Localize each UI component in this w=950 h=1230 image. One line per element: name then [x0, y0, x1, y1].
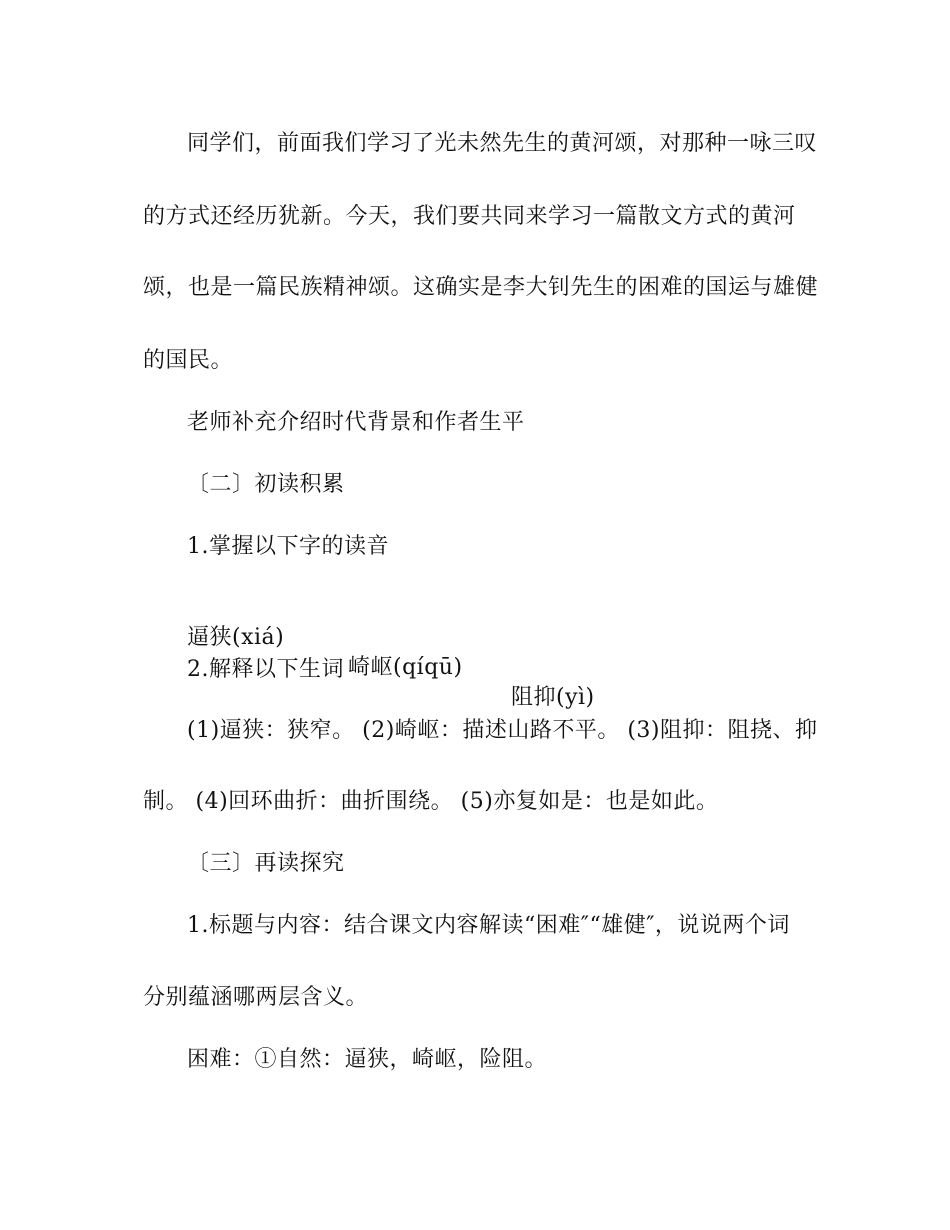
paragraph-line: 1.标题与内容：结合课文内容解读“困难″“雄健″，说说两个词	[187, 913, 790, 938]
list-heading: 2.解释以下生词	[187, 657, 344, 682]
paragraph-line: 分别蕴涵哪两层含义。	[143, 985, 369, 1010]
section-heading: 〔二〕初读积累	[187, 472, 345, 497]
pronunciation-item: 逼狭(xiá)	[187, 625, 285, 650]
paragraph-line: 困难：①自然：逼狭，崎岖，险阻。	[187, 1047, 548, 1072]
pronunciation-item: 崎岖(qíqū)	[348, 655, 463, 680]
paragraph-line: (1)逼狭：狭窄。 (2)崎岖：描述山路不平。 (3)阻抑：阻挠、抑	[187, 718, 818, 743]
pronunciation-item: 阻抑(yì)	[511, 685, 595, 710]
paragraph-line: 颂，也是一篇民族精神颂。这确实是李大钊先生的困难的国运与雄健	[143, 275, 819, 300]
paragraph-line: 老师补充介绍时代背景和作者生平	[187, 410, 525, 435]
section-heading: 〔三〕再读探究	[187, 851, 345, 876]
list-heading: 1.掌握以下字的读音	[187, 534, 389, 559]
paragraph-line: 的国民。	[143, 348, 234, 373]
paragraph-line: 同学们，前面我们学习了光未然先生的黄河颂，对那种一咏三叹	[187, 131, 818, 156]
paragraph-line: 制。 (4)回环曲折：曲折围绕。 (5)亦复如是：也是如此。	[143, 789, 719, 814]
paragraph-line: 的方式还经历犹新。今天，我们要共同来学习一篇散文方式的黄河	[143, 204, 796, 229]
